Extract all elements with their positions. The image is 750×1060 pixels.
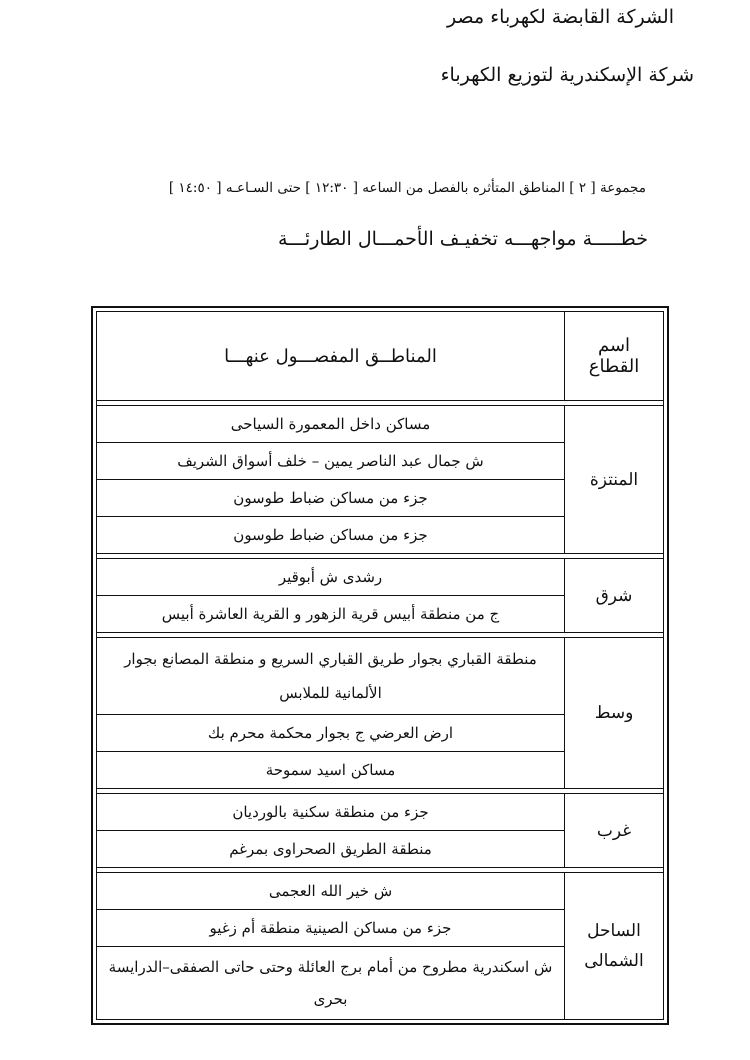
org-name-alexandria: شركة الإسكندرية لتوزيع الكهرباء: [440, 64, 694, 86]
area-cell: ج من منطقة أبيس قرية الزهور و القرية العاشرة أبيس: [97, 596, 565, 633]
area-cell: ش اسكندرية مطروح من أمام برج العائلة وحتى حاتى الصفقى–الدرايسة بحرى: [97, 947, 565, 1020]
area-cell: جزء من مساكن الصينية منطقة أم زغيو: [97, 910, 565, 947]
table-row: [97, 873, 664, 910]
area-cell: جزء من مساكن ضباط طوسون: [97, 480, 565, 517]
table-row: [97, 406, 664, 443]
area-cell: مساكن داخل المعمورة السياحى: [97, 406, 565, 443]
area-cell: رشدى ش أبوقير: [97, 559, 565, 596]
outage-table-frame: [91, 306, 669, 1025]
sector-cell: غرب: [565, 794, 664, 868]
area-cell: ش جمال عبد الناصر يمين – خلف أسواق الشريف: [97, 443, 565, 480]
area-cell: جزء من منطقة سكنية بالورديان: [97, 794, 565, 831]
sector-cell: وسط: [565, 638, 664, 789]
outage-table: [96, 311, 664, 1020]
plan-title: خطـــــة مواجهـــه تخفيـف الأحمـــال الطارئـــة: [278, 228, 648, 250]
area-cell: ارض العرضي ج بجوار محكمة محرم بك: [97, 715, 565, 752]
sector-cell: شرق: [565, 559, 664, 633]
area-cell: منطقة القباري بجوار طريق القباري السريع و منطقة المصانع بجوار الألمانية للملابس: [97, 638, 565, 715]
area-cell: ش خير الله العجمى: [97, 873, 565, 910]
area-cell: جزء من مساكن ضباط طوسون: [97, 517, 565, 554]
org-name-holding: الشركة القابضة لكهرباء مصر: [447, 6, 674, 28]
sector-cell: الساحل الشمالى: [565, 873, 664, 1020]
area-cell: منطقة الطريق الصحراوى بمرغم: [97, 831, 565, 868]
table-row: [97, 638, 664, 715]
table-row: [97, 794, 664, 831]
header-sector: اسم القطاع: [565, 312, 664, 401]
area-cell: مساكن اسيد سموحة: [97, 752, 565, 789]
table-row: [97, 559, 664, 596]
sector-cell: المنتزة: [565, 406, 664, 554]
group-time-line: مجموعة [ ٢ ] المناطق المتأثره بالفصل من الساعه [ ١٢:٣٠ ] حتى السـاعـه [ ١٤:٥٠ ]: [168, 180, 646, 196]
table-header-row: [97, 312, 664, 401]
header-areas: المناطــق المفصـــول عنهـــا: [97, 312, 565, 401]
